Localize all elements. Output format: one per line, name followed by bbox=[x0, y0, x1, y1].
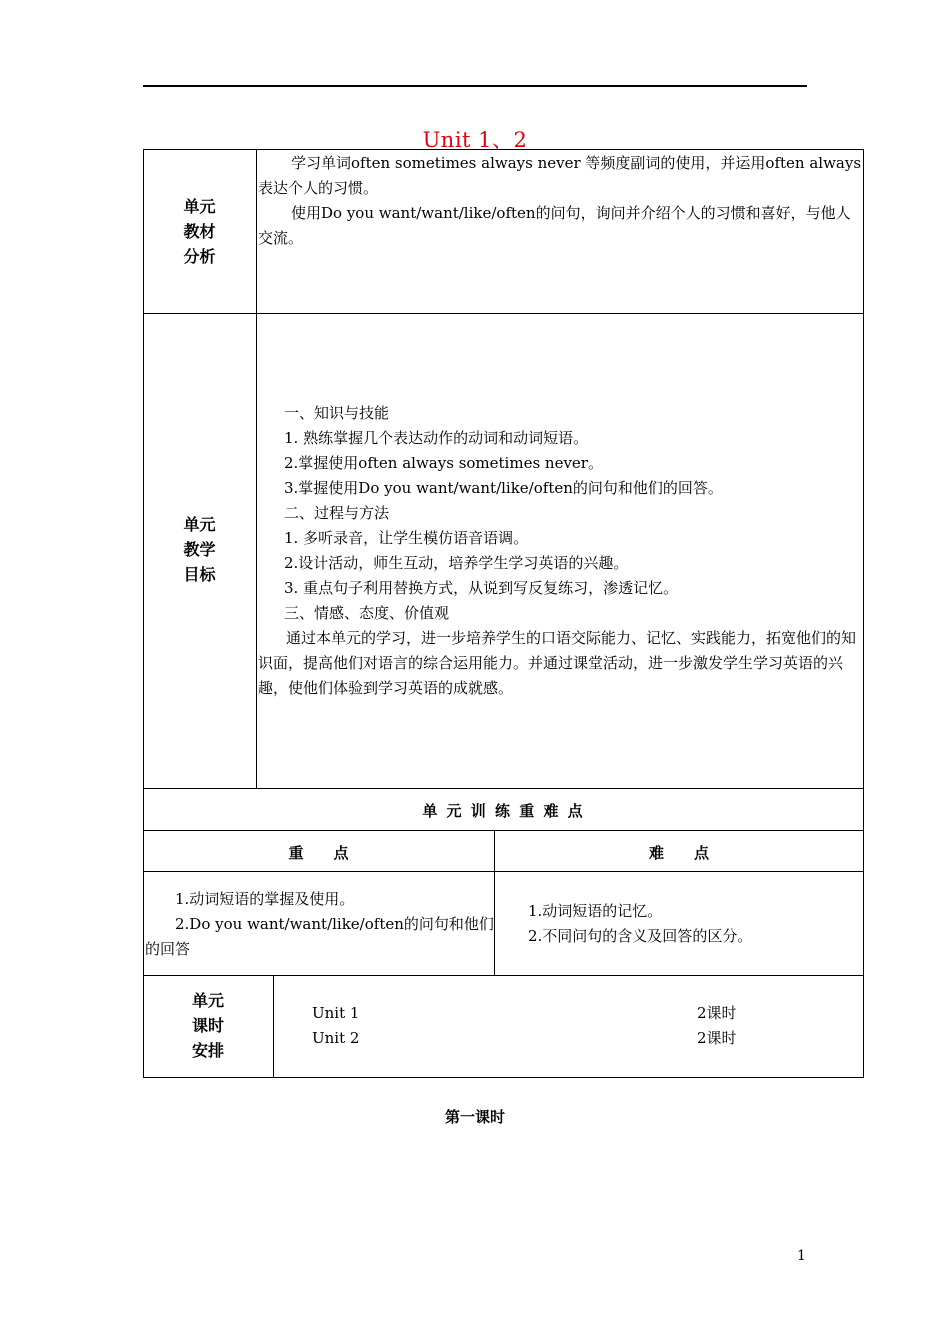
keypoints-col-key: 重 点 bbox=[288, 844, 349, 862]
schedule-hours: 2课时 bbox=[697, 1029, 737, 1047]
page-number: 1 bbox=[797, 1248, 806, 1264]
schedule-label: 单元 课时 安排 bbox=[191, 991, 224, 1060]
goals-line: 一、知识与技能 bbox=[284, 404, 390, 422]
header-rule bbox=[143, 85, 807, 87]
goals-line: 二、过程与方法 bbox=[284, 504, 390, 522]
document-title: Unit 1、2 bbox=[422, 128, 528, 152]
goals-line: 3.掌握使用Do you want/want/like/often的问句和他们的回答。 bbox=[284, 479, 723, 497]
schedule-unit: Unit 1 bbox=[312, 1004, 360, 1022]
goals-label: 单元 教学 目标 bbox=[183, 515, 216, 584]
schedule-unit: Unit 2 bbox=[312, 1029, 360, 1047]
goals-line: 2.掌握使用often always sometimes never。 bbox=[284, 454, 603, 472]
analysis-text: 学习单词often sometimes always never 等频度副词的使用，并运用often always表达个人的习惯。 使用Do you want/want/like/often的问句，询问并介绍个人的习惯和喜好，与他人交流。 bbox=[258, 154, 862, 247]
difficult-points-list: 1.动词短语的记忆。 2.不同问句的含义及回答的区分。 bbox=[528, 902, 753, 945]
goals-closing-paragraph: 通过本单元的学习，进一步培养学生的口语交际能力、记忆、实践能力，拓宽他们的知识面，提高他们对语言的综合运用能力。并通过课堂活动，进一步激发学生学习英语的兴趣，使他们体验到学习英语的成就感。 bbox=[258, 629, 857, 697]
goals-line: 1. 多听录音，让学生模仿语音语调。 bbox=[284, 529, 529, 547]
key-points-list: 1.动词短语的掌握及使用。 2.Do you want/want/like/often的问句和他们的回答 bbox=[145, 890, 494, 958]
goals-line: 3. 重点句子利用替换方式，从说到写反复练习，渗透记忆。 bbox=[284, 579, 679, 597]
keypoints-col-difficult: 难 点 bbox=[648, 844, 709, 862]
goals-line: 2.设计活动，师生互动，培养学生学习英语的兴趣。 bbox=[284, 554, 629, 572]
keypoints-header: 单 元 训 练 重 难 点 bbox=[422, 802, 585, 820]
goals-line: 1. 熟练掌握几个表达动作的动词和动词短语。 bbox=[284, 429, 589, 447]
lesson-heading: 第一课时 bbox=[444, 1108, 505, 1126]
schedule-hours: 2课时 bbox=[697, 1004, 737, 1022]
goals-line: 三、情感、态度、价值观 bbox=[284, 604, 450, 622]
analysis-label: 单元 教材 分析 bbox=[183, 197, 216, 266]
